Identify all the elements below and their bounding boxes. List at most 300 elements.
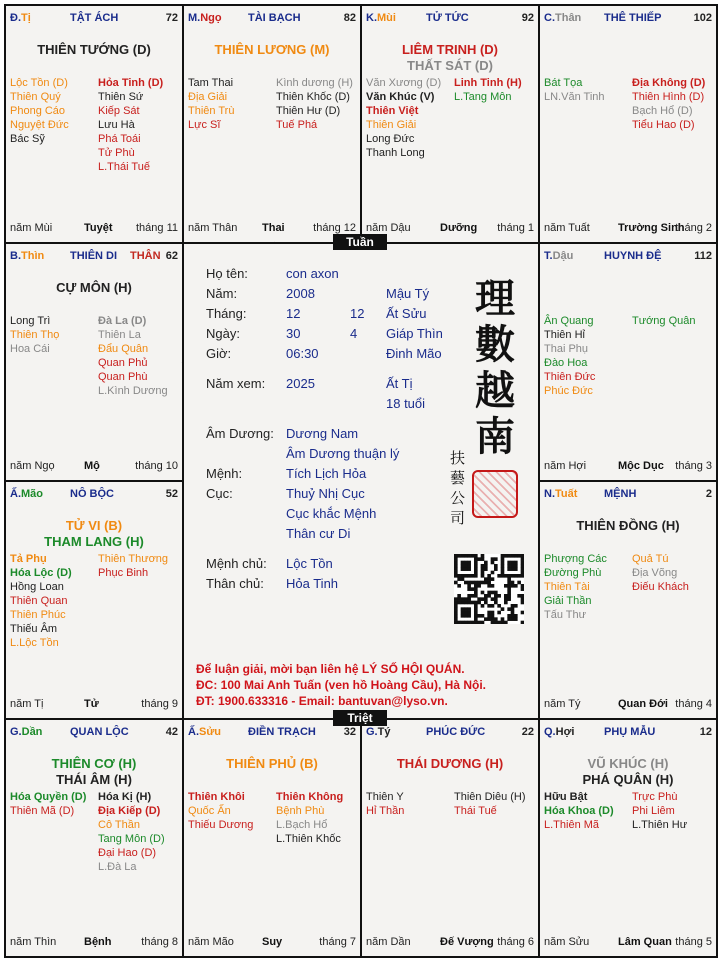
footer-year: năm Tý (544, 698, 581, 710)
palace-age: 62 (165, 250, 178, 262)
minor-star: Hỏa Tinh (D) (98, 77, 164, 89)
cuc-value: Thuỷ Nhị Cục (286, 486, 365, 501)
cuc-label: Cục: (206, 486, 233, 501)
minor-star: L.Thiên Khốc (276, 833, 341, 845)
qr-module (467, 594, 471, 598)
qr-module (454, 601, 458, 605)
minor-star: Tả Phụ (10, 553, 47, 565)
qr-module (471, 574, 475, 578)
qr-module (494, 594, 498, 598)
qr-module (474, 607, 478, 611)
qr-module (521, 597, 524, 601)
palace-cell (4, 242, 184, 482)
minor-star: L.Lộc Tồn (10, 637, 59, 649)
qr-module (504, 554, 508, 558)
qr-module (487, 584, 491, 588)
minor-star: Kiếp Sát (98, 105, 140, 117)
minor-star: L.Tang Môn (454, 91, 512, 103)
major-star: VŨ KHÚC (H) (587, 756, 669, 771)
qr-module (481, 604, 485, 608)
qr-module (461, 601, 465, 605)
footer-month: tháng 11 (135, 222, 178, 234)
minor-star: Long Trì (10, 315, 51, 327)
ngay-solar: 30 (286, 326, 301, 341)
minor-star: Đẩu Quân (98, 343, 149, 355)
qr-module (477, 601, 481, 605)
than-chu-value: Hỏa Tinh (286, 576, 339, 591)
palace-name: TÀI BẠCH (248, 12, 301, 24)
qr-module (514, 567, 518, 571)
minor-star: Thiên Trù (188, 105, 235, 117)
qr-module (474, 584, 478, 588)
qr-module (484, 567, 488, 571)
minor-star: LN.Văn Tinh (544, 91, 605, 103)
palace-branch-name: Tị (21, 12, 31, 24)
footer-year: năm Dậu (366, 222, 411, 234)
qr-module (507, 567, 511, 571)
palace-header (10, 726, 178, 742)
palace-name: THÊ THIẾP (604, 12, 662, 24)
qr-module (461, 614, 465, 618)
minor-star: Tử Phù (98, 147, 135, 159)
major-star: THIÊN TƯỚNG (D) (37, 42, 151, 57)
palace-header (366, 726, 534, 742)
qr-module (471, 587, 475, 591)
star-list-left (188, 76, 278, 132)
qr-module (484, 581, 488, 585)
footer-year: năm Sửu (544, 936, 590, 948)
footer-month: tháng 9 (141, 698, 178, 710)
minor-star: Địa Võng (632, 567, 678, 579)
qr-module (487, 577, 491, 581)
star-list-right (98, 790, 184, 874)
star-list-right (454, 790, 540, 818)
qr-module (454, 564, 458, 568)
qr-module (497, 611, 501, 615)
qr-module (491, 611, 495, 615)
palace-branch (10, 726, 42, 738)
footer-year: năm Thìn (10, 936, 57, 948)
than-marker: THÂN (130, 250, 161, 262)
qr-module (481, 621, 485, 624)
minor-star: Thiên Sứ (98, 91, 144, 103)
palace-name: MỆNH (604, 488, 637, 500)
qr-module (474, 561, 478, 565)
qr-module (501, 557, 505, 561)
qr-module (501, 574, 505, 578)
qr-module (504, 594, 508, 598)
minor-star: Phi Liêm (632, 805, 675, 817)
minor-star: Thiên Khôi (188, 791, 245, 803)
minor-star: Thiên Hỉ (544, 329, 585, 341)
qr-module (484, 601, 488, 605)
qr-module (521, 574, 524, 578)
qr-module (507, 554, 511, 558)
minor-star: Văn Xương (D) (366, 77, 442, 89)
minor-star: Thiên Quan (10, 595, 68, 607)
qr-module (457, 574, 461, 578)
palace-branch (10, 12, 31, 24)
qr-module (464, 607, 468, 611)
qr-module (487, 581, 491, 585)
nam-xem-can: Ất Tị (386, 376, 413, 391)
qr-module (491, 621, 495, 624)
thang-label: Tháng: (206, 306, 247, 321)
palace-stem: Ấ. (10, 488, 21, 500)
ho-ten-value: con axon (286, 266, 339, 281)
palace-branch-name: Thìn (21, 250, 45, 262)
palace-branch-name: Tý (377, 726, 391, 738)
qr-module (461, 567, 465, 571)
palace-header (544, 488, 712, 504)
qr-module (487, 604, 491, 608)
star-list-left (544, 76, 634, 104)
footer-year: năm Mùi (10, 222, 53, 234)
qr-module (491, 614, 495, 618)
qr-module (511, 564, 515, 568)
logo-vertical-char: 公 (450, 489, 466, 507)
logo-vertical-char: 扶 (450, 449, 466, 467)
palace-branch (544, 488, 577, 500)
qr-module (474, 591, 478, 595)
qr-module (514, 554, 518, 558)
qr-module (511, 604, 515, 608)
qr-module (474, 581, 478, 585)
qr-module (487, 591, 491, 595)
star-list-right (632, 790, 718, 832)
qr-module (471, 581, 475, 585)
qr-module (461, 597, 465, 601)
star-list-right (276, 76, 362, 132)
qr-module (464, 564, 468, 568)
qr-module (494, 601, 498, 605)
menh-chu-label: Mệnh chủ: (206, 556, 267, 571)
qr-module (494, 591, 498, 595)
palace-name: ĐIỀN TRẠCH (248, 726, 316, 738)
footer-stage: Đế Vượng (440, 936, 494, 948)
minor-star: Thiên Không (276, 791, 344, 803)
minor-star: Lộc Tồn (D) (10, 77, 68, 89)
qr-module (514, 561, 518, 565)
palace-footer (544, 698, 712, 712)
nam-can: Mậu Tý (386, 286, 430, 301)
qr-module (474, 614, 478, 618)
qr-module (461, 611, 465, 615)
qr-module (484, 577, 488, 581)
qr-module (454, 574, 458, 578)
qr-module (454, 567, 458, 571)
footer-month: tháng 5 (675, 936, 712, 948)
qr-module (511, 584, 515, 588)
qr-module (487, 611, 491, 615)
minor-star: Trực Phù (632, 791, 678, 803)
qr-module (484, 597, 488, 601)
minor-star: Ân Quang (544, 315, 594, 327)
palace-age: 72 (165, 12, 178, 24)
palace-header (188, 12, 356, 28)
qr-module (501, 607, 505, 611)
qr-module (464, 567, 468, 571)
palace-cell (4, 718, 184, 958)
qr-module (461, 621, 465, 624)
ngay-lunar: 4 (350, 326, 358, 341)
footer-stage: Dưỡng (440, 222, 478, 234)
gio-value: 06:30 (286, 346, 319, 361)
qr-module (467, 611, 471, 615)
palace-header (10, 488, 178, 504)
qr-module (454, 621, 458, 624)
footer-stage: Mộc Dục (618, 460, 664, 472)
palace-cell (538, 4, 718, 244)
palace-footer (366, 936, 534, 950)
minor-star: Đại Hao (D) (98, 847, 157, 859)
footer-year: năm Mão (188, 936, 234, 948)
qr-module (474, 611, 478, 615)
tuan-tag: Tuần (333, 234, 387, 250)
logo-char: 數 (475, 321, 515, 368)
qr-module (471, 554, 475, 558)
qr-module (477, 584, 481, 588)
star-list-right (98, 552, 184, 580)
qr-module (481, 567, 485, 571)
palace-cell (360, 4, 540, 244)
palace-branch (544, 726, 574, 738)
am-duong-value: Dương Nam (286, 426, 359, 441)
qr-module (521, 587, 524, 591)
qr-module (507, 564, 511, 568)
qr-module (464, 554, 468, 558)
chart-board (4, 4, 716, 956)
qr-module (494, 621, 498, 624)
cuc-note-1: Cục khắc Mệnh (286, 506, 377, 521)
qr-module (464, 581, 468, 585)
palace-name: TẬT ÁCH (70, 12, 119, 24)
qr-module (504, 574, 508, 578)
star-list-right (632, 314, 718, 328)
minor-star: Thiên Y (366, 791, 404, 803)
qr-module (457, 621, 461, 624)
minor-star: Long Đức (366, 133, 415, 145)
minor-star: Quốc Ấn (188, 805, 231, 817)
palace-stem: G. (10, 726, 22, 738)
footer-year: năm Ngọ (10, 460, 55, 472)
logo-char: 越 (475, 367, 515, 414)
major-star: THAM LANG (H) (44, 534, 144, 549)
footer-year: năm Tị (10, 698, 44, 710)
palace-stem: C. (544, 12, 555, 24)
qr-module (454, 561, 458, 565)
qr-module (481, 614, 485, 618)
minor-star: Hoa Cái (10, 343, 50, 355)
qr-module (471, 621, 475, 624)
qr-module (464, 614, 468, 618)
palace-age: 2 (705, 488, 712, 500)
major-star: LIÊM TRINH (D) (401, 42, 499, 57)
palace-stem: Ấ. (188, 726, 199, 738)
contact-line-1: Để luận giải, mời bạn liên hệ LÝ SỐ HỘI QUÁN. (196, 662, 465, 676)
qr-module (504, 597, 508, 601)
palace-age: 82 (343, 12, 356, 24)
qr-module (494, 557, 498, 561)
star-list-left (188, 790, 278, 832)
palace-footer (10, 936, 178, 950)
qr-module (464, 611, 468, 615)
star-list-right (454, 76, 540, 104)
thang-can: Ất Sửu (386, 306, 427, 321)
palace-stem: G. (366, 726, 378, 738)
qr-module (501, 554, 505, 558)
minor-star: Đà La (D) (98, 315, 147, 327)
qr-module (474, 617, 478, 621)
palace-name: HUYNH ĐỆ (604, 250, 662, 262)
major-star: THÁI ÂM (H) (56, 772, 132, 787)
qr-module (497, 621, 501, 624)
footer-month: tháng 10 (135, 460, 178, 472)
footer-month: tháng 3 (675, 460, 712, 472)
qr-module (507, 581, 511, 585)
palace-branch-name: Dậu (552, 250, 574, 262)
qr-module (511, 581, 515, 585)
qr-module (507, 584, 511, 588)
minor-star: Địa Giải (188, 91, 228, 103)
footer-stage: Tử (84, 698, 99, 710)
qr-module (521, 567, 524, 571)
palace-age: 32 (343, 726, 356, 738)
minor-star: Quan Phủ (98, 357, 148, 369)
qr-module (474, 574, 478, 578)
minor-star: Tam Thai (188, 77, 234, 89)
nam-solar: 2008 (286, 286, 315, 301)
footer-year: năm Dần (366, 936, 411, 948)
qr-module (497, 594, 501, 598)
minor-star: Thiên La (98, 329, 141, 341)
qr-module (467, 601, 471, 605)
footer-year: năm Tuất (544, 222, 590, 234)
minor-star: Thiên Đức (544, 371, 596, 383)
minor-star: L.Đà La (98, 861, 137, 873)
palace-branch-name: Tuất (555, 488, 578, 500)
qr-module (484, 594, 488, 598)
contact-line-3: ĐT: 1900.633316 - Email: bantuvan@lyso.vn. (196, 694, 448, 708)
palace-stem: Q. (544, 726, 556, 738)
qr-module (467, 574, 471, 578)
minor-star: Phượng Các (544, 553, 607, 565)
major-star: PHÁ QUÂN (H) (582, 772, 674, 787)
qr-module (491, 561, 495, 565)
qr-module (477, 557, 481, 561)
calligraphy-logo (470, 276, 520, 460)
qr-module (521, 557, 524, 561)
major-star: THIÊN CƠ (H) (51, 756, 137, 771)
red-seal (472, 470, 518, 518)
menh-chu-value: Lộc Tồn (286, 556, 333, 571)
qr-module (504, 601, 508, 605)
major-star: TỬ VI (B) (65, 518, 123, 533)
palace-cell (538, 718, 718, 958)
palace-branch (544, 250, 573, 262)
palace-cell (538, 242, 718, 482)
qr-module (474, 571, 478, 575)
logo-vertical-char: 藝 (450, 469, 466, 487)
minor-star: Hóa Quyền (D) (10, 791, 87, 803)
palace-stem: M. (188, 12, 201, 24)
qr-module (474, 594, 478, 598)
footer-stage: Trường Sinh (618, 222, 685, 234)
qr-module (494, 617, 498, 621)
star-list-right (98, 76, 184, 174)
qr-module (467, 621, 471, 624)
star-list-left (10, 790, 100, 818)
palace-name: TỬ TỨC (426, 12, 469, 24)
qr-module (514, 614, 518, 618)
qr-module (511, 561, 515, 565)
minor-star: L.Bạch Hổ (276, 819, 328, 831)
footer-month: tháng 12 (313, 222, 356, 234)
qr-module (521, 564, 524, 568)
minor-star: Tuế Phá (276, 119, 318, 131)
qr-module (454, 557, 458, 561)
qr-module (521, 611, 524, 615)
qr-module (464, 597, 468, 601)
palace-branch (10, 488, 43, 500)
palace-footer (10, 698, 178, 712)
qr-module (454, 554, 458, 558)
qr-module (521, 621, 524, 624)
qr-module (454, 581, 458, 585)
qr-module (461, 561, 465, 565)
qr-module (477, 581, 481, 585)
palace-name: PHỤ MẪU (604, 726, 656, 738)
palace-footer (544, 936, 712, 950)
qr-module (457, 597, 461, 601)
cuc-note-2: Thân cư Di (286, 526, 351, 541)
qr-code-graphic (454, 554, 524, 624)
footer-month: tháng 4 (675, 698, 712, 710)
minor-star: Điếu Khách (632, 581, 689, 593)
minor-star: Thiên Hư (D) (276, 105, 341, 117)
minor-star: Thiên Thọ (10, 329, 60, 341)
palace-footer (188, 936, 356, 950)
palace-header (544, 250, 712, 266)
footer-stage: Quan Đới (618, 698, 668, 710)
qr-module (454, 611, 458, 615)
minor-star: L.Kình Dương (98, 385, 168, 397)
qr-module (467, 584, 471, 588)
qr-module (491, 597, 495, 601)
qr-module (454, 604, 458, 608)
minor-star: Đào Hoa (544, 357, 588, 369)
qr-module (517, 594, 521, 598)
qr-module (497, 604, 501, 608)
qr-module (457, 577, 461, 581)
footer-stage: Tuyệt (84, 222, 113, 234)
qr-module (487, 574, 491, 578)
qr-module (494, 567, 498, 571)
qr-module (477, 597, 481, 601)
qr-module (504, 621, 508, 624)
palace-branch-name: Hợi (555, 726, 575, 738)
qr-module (494, 597, 498, 601)
palace-branch-name: Ngọ (200, 12, 222, 24)
qr-module (481, 581, 485, 585)
minor-star: Bệnh Phù (276, 805, 325, 817)
minor-star: Địa Không (D) (632, 77, 706, 89)
minor-star: Linh Tinh (H) (454, 77, 522, 89)
palace-name: NÔ BỘC (70, 488, 114, 500)
qr-module (474, 604, 478, 608)
footer-year: năm Hợi (544, 460, 587, 472)
palace-footer (544, 222, 712, 236)
